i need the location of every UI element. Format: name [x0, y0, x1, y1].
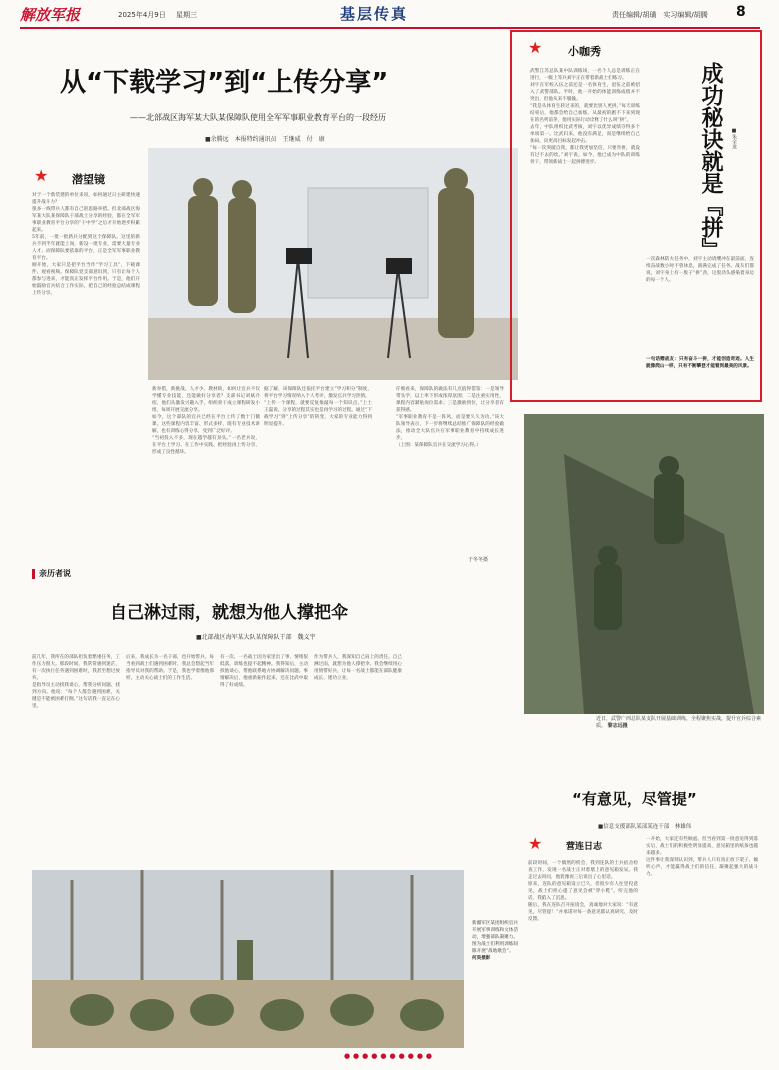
- right-col-1: 前段时间，一个偶然的机会，我到连队的士兵宿舍检查工作，发现一名战士正对着墙上的意见箱发呆。我走过去询问，他犹豫再三后说出了心里话。 原来，连队的意见箱设立已久，但很少有人往里投意见，战士们担心提了意见会被“穿小鞋”。听完他的话，我陷入了沉思。 随后，我在连队召开座谈会，真诚地对大家说：“有意见，尽管提！”并承诺对每一条意见都认真研究、及时反馈。: [528, 861, 638, 922]
- page-footer-dots: ●●●●●●●●●●: [343, 1052, 436, 1060]
- issue-weekday: 星期三: [176, 11, 197, 19]
- right-byline: ■信息支援部队某部某连干部 林雄伟: [598, 824, 692, 830]
- sidebar-text-col-2: 一次森林防火任务中，刘宇主动请缨冲在最前面，连续奋战数小时不曾休息，圆满完成了任务。战友们都说，刘宇身上有一股子“拼”劲，这股劲头感染着身边的每一个人。: [646, 257, 754, 283]
- column-label-witness: 亲历者说: [32, 568, 122, 582]
- column-label-periscope: ★ 潜望镜: [34, 166, 105, 186]
- main-article-photo: [148, 148, 518, 380]
- sidebar-vertical-title: 成功秘诀就是『拼』: [698, 62, 723, 260]
- main-byline: ■余腾远 本报特约通讯员 王继威 付 康: [205, 136, 325, 143]
- training-photo: [524, 414, 764, 714]
- essay-col-2: 后来，我成长为一名干部，也开始带兵。每当看到战士们遇到困难时，我总会想起当年指导员对我的帮助。于是，我也学着像他那样，主动关心战士们的工作生活。: [126, 655, 214, 681]
- main-headline: 从“下载学习”到“上传分享”: [60, 68, 389, 98]
- issue-date: 2025年4月9日: [118, 11, 166, 19]
- sidebar-closing-quote: 一句话赠战友：只有奋斗一拼，才能创造奇迹。人生就像爬山一样，只有不断攀登才能看到最美的风景。: [646, 357, 754, 369]
- song-gathering-photo: [32, 870, 464, 1048]
- main-article-col-3: 据了解，该保障队还依托平台建立“学习积分”制度，将平台学习情况纳入个人考评，激发官兵学习热情。 “上传一个课程，就要反复推敲每一个知识点。”上士王磊说，分享的过程其实也是再学习的过程。通过“下载学习”到“上传分享”的转变，大家的专业能力得到明显提升。: [264, 387, 372, 427]
- newspaper-logo: 解放军报: [20, 6, 81, 24]
- essay-col-3: 有一次，一名战士因为家里出了事，情绪很低落，训练也提不起精神。我得知后，主动找他谈心，帮他联系地方协调解决问题。事情解决后，他重新振作起来，还在比武中取得了好成绩。: [220, 655, 308, 688]
- section-title: 基层传真: [340, 5, 409, 23]
- editors-credit: 责任编辑/胡璜 实习编辑/胡腾: [612, 11, 708, 19]
- essay-col-1: 前几年，我所在的部队担负着繁重任务，工作压力很大。那段时间，我常常感到迷茫，有一次执行任务遇到困难时，我甚至想过放弃。 是指导员主动找我谈心，帮我分析问题、找到方向。他说：“每个人都会遇到困难，关键是不能被困难打倒。”这句话我一直记在心里。: [32, 655, 120, 709]
- main-article-col-1: 对于一个新装建的单位来说，如何通过日主研建快速提升战斗力？ 很多一线带兵人都有自己的思路举措。但北部战区海军某大队某保障队干部战士分享的经验，都在全军军事职业教育平台分享的“干中学”之后才开始逐步积累起来。 5年前，一批一批新兵分配到这个保障队。这里的新兵不到半年就能上岗，新设一批专业，需要大量专业人才。而保障队要依靠的平台，正是全军军事职业教育平台。 刚开始，大家只是把平台当作“学习工具”，下载课件、观看视频。保障队党支部意识到，只有让每个人都参与进来，才能真正发挥平台作用。于是，他们开始鼓励官兵结合工作实际，把自己的经验总结成课程上传分享。: [32, 193, 140, 296]
- main-article-col-4: 仔细看来，保障队的做法有几点值得借鉴：一是领导带头学，以上率下形成浓厚氛围；二是注重实用性，课程内容紧贴岗位需求；三是激励到位，让分享者有获得感。 “军事职业教育不是一阵风，而是要久久为功。”该大队领导表示，下一步将继续总结推广保障队的经验做法，推动全大队官兵在军事职业教育中持续成长进步。 （上图：某保障队官兵在交流学习心得。）: [396, 387, 504, 448]
- sidebar-author: ■朱全龙: [731, 128, 737, 149]
- label-marker: [32, 569, 35, 579]
- masthead: [0, 0, 779, 28]
- essay-byline: ■北部战区海军某大队某保障队干部 魏义宇: [196, 634, 316, 641]
- essay-headline: 自己淋过雨，就想为他人撑把伞: [110, 603, 348, 623]
- column-label-showcase: ★ 小咖秀: [528, 38, 601, 58]
- page-number: 8: [736, 4, 746, 20]
- soldiers-singing-photo: [32, 870, 464, 1048]
- red-star-icon: ★: [34, 166, 49, 185]
- main-article-col-2: 新举措，新挑战。人才少、教材缺，如何让官兵不仅学懂专业技能，还能做好分享者？支部书记刘斌介绍，他们从激发兴趣入手，组织骨干成立课程研发小组，每周开展交流分享。 如今，这个部队的官兵已经在平台上传了数十门微课。这些课程内容丰富、形式多样，既有专业技术讲解，也有训练心得分享，受到广泛好评。 “当初投入不多，现在越学越有劲头。”一名老兵说，在平台上学习、在工作中实践、把经验再上传分享，形成了良性循环。: [152, 387, 260, 455]
- main-photo-credit: 于冬冬摄: [468, 557, 489, 563]
- red-star-icon: ★: [528, 38, 543, 57]
- training-photo-caption: 近日，武警广西总队某支队开展基础训练，全程聚焦实战，提升官兵综合素质。 黎志远摄: [596, 716, 762, 729]
- sidebar-text-col-1: 武警江苏总队某中队训练场，一名个人总是训练正在进行，一级上等兵刘宇正在带着新战士们练习。 刘宇在军校入伍之前还是一名体育生，退伍之前被招入了武警部队。平时，他一开始的体能训练成绩并不突出，但他从来不服输。 “我是从体育生转过来的，就要比别人更拼。”每天训练结束后，他都会给自己加练，从最初的跑不下来到现在的名列前茅，他用实际行动诠释了什么叫“拼”。 去年，中队组织比武考核，刘宇以优异成绩夺得多个单项第一。比武归来，他没有满足，而是继续给自己加码，向更高目标发起冲击。 “每一次突破自我，都让我更加坚信，只要肯拼，就没有过不去的坎。”刘宇说。如今，他已成为中队的训练骨干，带领新战士一起拼搏进步。: [530, 69, 640, 165]
- column-label-company-log: ★ 营连日志: [528, 834, 603, 853]
- soldiers-recording-photo: [148, 148, 518, 380]
- essay-col-4: 作为带兵人，我深知自己肩上的责任。自己淋过雨，就想为他人撑把伞。我会继续用心用情带好兵，让每一名战士都能在部队健康成长、建功立业。: [314, 655, 402, 681]
- main-subheadline: ——北部战区海军某大队某保障队使用全军军事职业教育平台的一段经历: [130, 113, 386, 122]
- masthead-rule: [20, 27, 760, 29]
- soldiers-climbing-photo: [524, 414, 764, 714]
- right-col-2: 一开始，大家还有些顾虑。但当看到第一批意见得到落实后，战士们的积极性明显提高，意见箱里的纸条也越来越多。 这件事让我深刻认识到，带兵人只有真正放下架子、倾听心声，才能赢得战士们的信任，凝聚起强大的战斗力。: [646, 837, 758, 877]
- song-photo-caption: 新疆军区某团组织官兵开展军事训练和文体活动，增强部队凝聚力。图为战士们利用训练间隙开展“战地歌会”。 何昊摄影: [472, 921, 518, 961]
- red-star-icon: ★: [528, 834, 543, 853]
- right-headline: “有意见，尽管提”: [572, 790, 697, 808]
